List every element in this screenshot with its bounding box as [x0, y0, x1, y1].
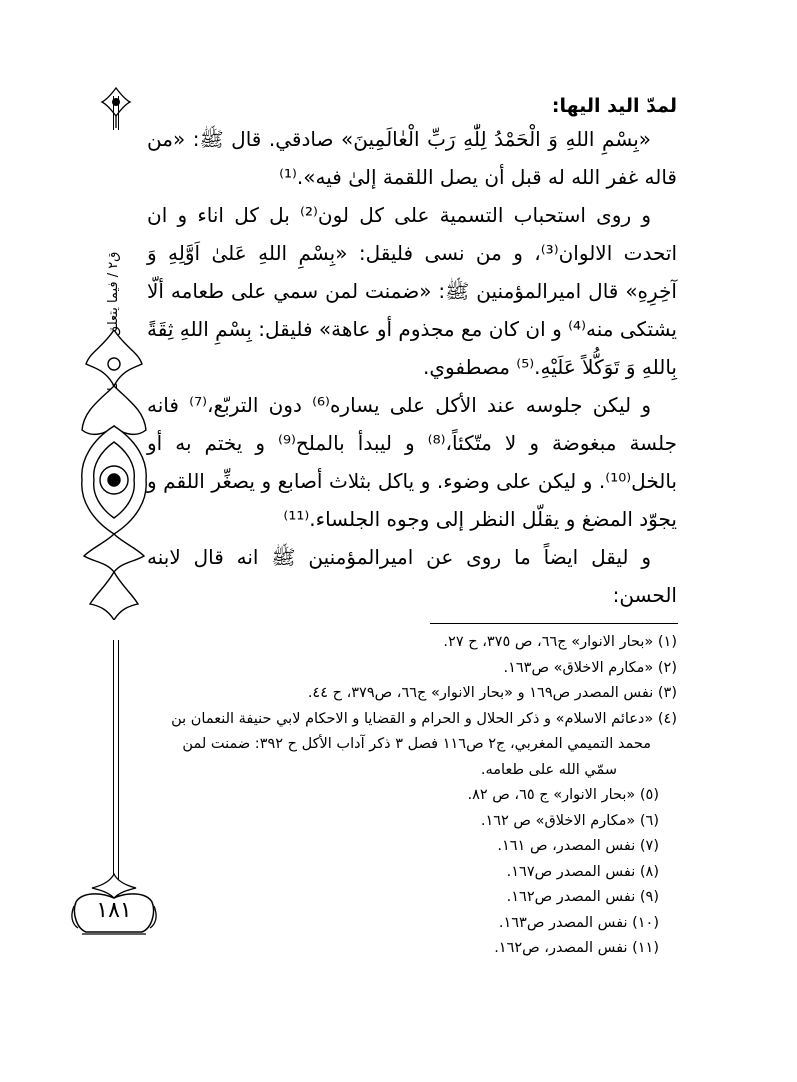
footnote: (١٠) نفس المصدر ص١٦٣.	[498, 914, 659, 931]
paragraph: و روى استحباب التسمية على كل لون⁽²⁾ بل كل اناء و ان اتحدت الالوان⁽³⁾، و من نسى فليقل: «بِسْمِ اللهِ عَلىٰ اَوَّلِهِ وَ آخِرِهِ» قال اميرالمؤمنين ﷺ: «ضمنت لمن سمي على طعامه ألّا يشتكى منه⁽⁴⁾ و ان كان مع مجذوم أو عاهة» فليقل: بِسْمِ اللهِ ثِقَةً بِاللهِ وَ تَوَكُّلاً عَلَيْهِ.⁽⁵⁾ مصطفوي.	[147, 203, 678, 379]
top-finial-icon	[100, 86, 132, 128]
section-heading: لمدّ اليد اليها:	[551, 95, 677, 117]
medallion-ornament-icon	[78, 330, 150, 620]
footnote	[147, 707, 677, 784]
footnote-text: (٤) «دعائم الاسلام» و ذكر الحلال و الحرام و القضايا و الاحكام لابي حنيفة النعمان بن	[171, 710, 677, 727]
footnotes	[147, 630, 677, 962]
running-title-text: ق٢ / فيما يتعلق	[103, 130, 125, 640]
footnote-separator	[430, 623, 678, 624]
main-text	[147, 92, 677, 614]
page-number: ١٨١	[96, 898, 132, 923]
footnote: (٦) «مكارم الاخلاق» ص ١٦٢.	[480, 812, 659, 829]
page-number-box	[76, 894, 152, 934]
footnote: (٥) «بحار الانوار» ج ٦٥، ص ٨٢.	[467, 787, 659, 803]
footnote-continuation: محمد التميمي المغربي، ج٢ ص١١٦ فصل ٣ ذكر آداب الأكل ح ٣٩٢: ضمنت لمن	[182, 736, 651, 752]
paragraph: و ليكن جلوسه عند الأكل على يساره⁽⁶⁾ دون التربّع،⁽⁷⁾ فانه جلسة مبغوضة و لا متّكئاً،⁽⁸⁾ و ليبدأ بالملح⁽⁹⁾ و يختم به أو بالخل⁽¹⁰⁾. و ليكن على وضوء. و ياكل بثلاث أصابع و يصغِّر اللقم و يجوّد المضغ و يقلّل النظر إلى وجوه الجلساء.⁽¹¹⁾	[147, 393, 677, 531]
footnote: (٨) نفس المصدر ص١٦٧.	[506, 863, 659, 880]
footnote-continuation: سمّي الله على طعامه.	[480, 761, 617, 778]
paragraph: و ليقل ايضاً ما روى عن اميرالمؤمنين ﷺ انه قال لابنه الحسن:	[147, 545, 677, 607]
footnote: (٣) نفس المصدر ص١٦٩ و «بحار الانوار» ج٦٦، ص٣٧٩، ح ٤٤.	[307, 685, 677, 701]
footnote: (٧) نفس المصدر، ص ١٦١.	[497, 838, 659, 854]
footnote: (٩) نفس المصدر ص١٦٢.	[506, 889, 659, 905]
paragraph: «بِسْمِ اللهِ وَ الْحَمْدُ لِلّٰهِ رَبِّ الْعٰالَمِينَ» صادقي. قال ﷺ: «من قاله غفر الله له قبل أن يصل اللقمة إلىٰ فيه».⁽¹⁾	[147, 127, 677, 189]
footnote: (٢) «مكارم الاخلاق» ص١٦٣.	[503, 659, 677, 676]
footnote: (١١) نفس المصدر، ص١٦٢.	[494, 940, 659, 956]
footnote: (١) «بحار الانوار» ج٦٦، ص ٣٧٥، ح ٢٧.	[443, 634, 677, 650]
